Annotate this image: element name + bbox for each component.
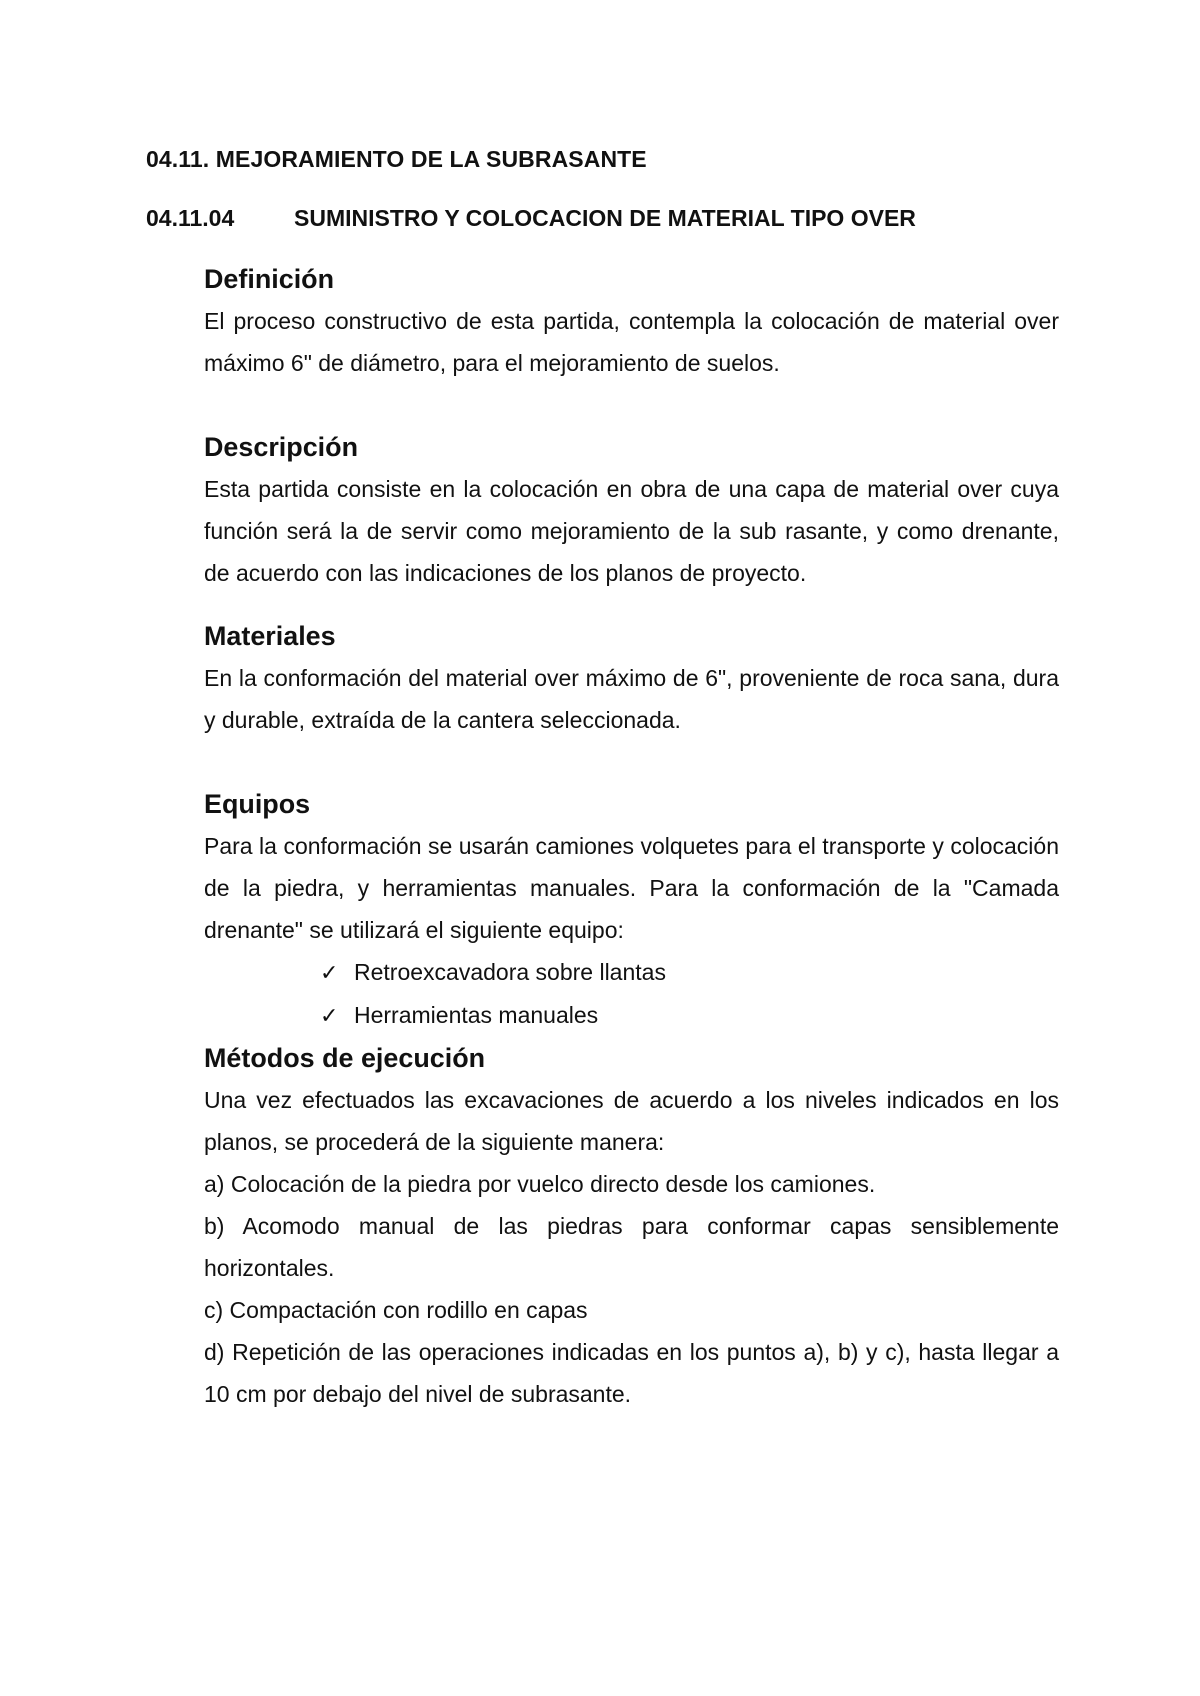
checkmark-icon: ✓ [320,1003,339,1028]
spacer [204,594,1059,615]
equipment-list [204,951,1059,1037]
method-step: a) Colocación de la piedra por vuelco directo desde los camiones. [204,1171,876,1197]
method-step: c) Compactación con rodillo en capas [204,1297,588,1323]
metodos-intro: Una vez efectuados las excavaciones de acuerdo a los niveles indicados en los planos, se procederá de la siguiente manera: [204,1087,1059,1155]
method-step: b) Acomodo manual de las piedras para conformar capas sensiblemente horizontales. [204,1213,1059,1281]
definicion-title: Definición [204,264,335,294]
list-item [320,994,1059,1037]
metodos-title: Métodos de ejecución [204,1043,486,1073]
list-item [320,951,1059,994]
materiales-title: Materiales [204,621,336,651]
checkmark-icon: ✓ [320,960,339,985]
descripcion-title: Descripción [204,432,359,462]
spacer [204,741,1059,783]
definicion-text: El proceso constructivo de esta partida, contempla la colocación de material over máximo 6" de diámetro, para el mejoramiento de suelos. [204,308,1059,376]
item-number: 04.11.04 [146,205,235,231]
descripcion-text: Esta partida consiste en la colocación en obra de una capa de material over cuya función será la de servir como mejoramiento de la sub rasante, y como drenante, de acuerdo con las indicaciones de los planos de proyecto. [204,476,1059,586]
equipment-item: Retroexcavadora sobre llantas [354,959,666,985]
item-title: SUMINISTRO Y COLOCACION DE MATERIAL TIPO OVER [294,205,916,231]
section-heading: 04.11. MEJORAMIENTO DE LA SUBRASANTE [146,146,647,172]
method-step: d) Repetición de las operaciones indicadas en los puntos a), b) y c), hasta llegar a 10 cm por debajo del nivel de subrasante. [204,1339,1059,1407]
equipos-title: Equipos [204,789,311,819]
materiales-text: En la conformación del material over máximo de 6", proveniente de roca sana, dura y durable, extraída de la cantera seleccionada. [204,665,1059,733]
equipment-item: Herramientas manuales [354,1002,599,1028]
equipos-text: Para la conformación se usarán camiones volquetes para el transporte y colocación de la piedra, y herramientas manuales. Para la conformación de la "Camada drenante" se utilizará el siguiente equipo: [204,833,1059,943]
document-body [204,258,1059,1415]
spacer [204,384,1059,426]
item-heading [146,205,916,232]
